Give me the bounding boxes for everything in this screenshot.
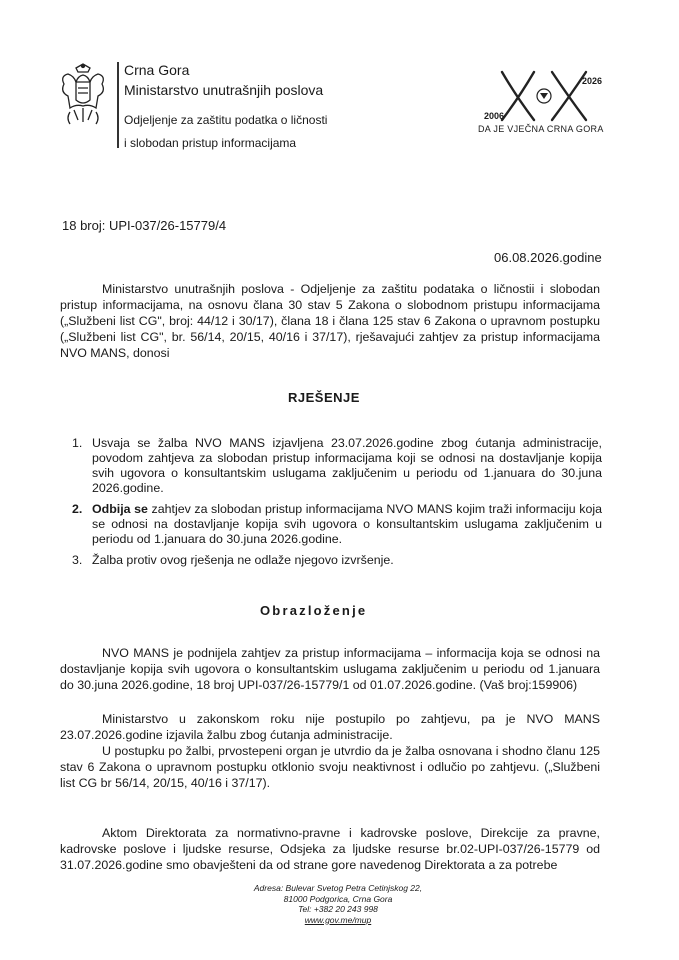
letterhead-department-cont: i slobodan pristup informacijama — [124, 136, 297, 150]
letterhead-ministry: Ministarstvo unutrašnjih poslova — [124, 82, 324, 98]
reasoning-paragraph: Aktom Direktorata za normativno-pravne i kadrovske poslove, Direkcije za pravne, kadrovske poslove i ljudske resurse, Odsjeka za ljudske resurse br.02-UPI-037/26-15779 od 31.07.2026.godine smo obavješteni da od strane gore navedenog Direktorata a za potrebe — [60, 826, 600, 872]
footer-address: Adresa: Bulevar Svetog Petra Cetinjskog 22, — [253, 883, 423, 893]
document-date: 06.08.2026.godine — [494, 250, 602, 265]
intro-paragraph: Ministarstvo unutrašnjih poslova - Odjeljenje za zaštitu podataka o ličnostii i slobodan pristup informacijama, na osnovu člana 30 stav 5 Zakona o slobodnom pristupu informacijama („Službeni list CG", broj: 44/12 i 30/17), člana 18 i člana 125 stav 6 Zakona o upravnom postupku („Službeni list CG", br. 56/14, 20/15, 40/16 i 37/17), rješavajući zahtjev za pristup informacijama NVO MANS, donosi — [60, 282, 600, 360]
logo-year-right: 2026 — [582, 76, 603, 86]
reasoning-title: Obrazloženje — [260, 603, 368, 618]
footer-website-link[interactable]: www.gov.me/mup — [304, 914, 372, 925]
footer-phone: Tel: +382 20 243 998 — [298, 904, 378, 914]
decision-item-lead: Odbija se — [92, 502, 148, 516]
decision-item-text: zahtjev za slobodan pristup informacijama NVO MANS kojim traži informaciju koja se odnosi na dostavljanje kopija svih ugovora o konsultantskim uslugama zaključenim u periodu od 1.januara do 30.juna 2026.godine. — [92, 502, 602, 546]
letterhead-divider — [117, 62, 119, 148]
decision-item: Usvaja se žalba NVO MANS izjavljena 23.07.2026.godine zbog ćutanja administracije, povodom zahtjeva za slobodan pristup informacijama koji se odnosi na dostavljanje kopija svih ugovora o konsultantskim uslugama zaključenim u periodu od 1.januara do 30.juna 2026.godine. — [92, 436, 602, 495]
anniversary-xx-logo — [490, 66, 603, 126]
reasoning-paragraph: U postupku po žalbi, prvostepeni organ je utvrdio da je žalba osnovana i shodno članu 125 stav 6 Zakona o upravnom postupku otklonio svoju neaktivnost i odlučio po zahtjevu. („Službeni list CG br 56/14, 20/15, 40/16 i 37/17). — [60, 744, 600, 790]
logo-tagline: DA JE VJEČNA CRNA GORA — [478, 124, 604, 134]
decision-item-number: 2. — [72, 502, 83, 516]
decision-item-number: 1. — [72, 436, 83, 450]
decision-item — [92, 502, 602, 547]
letterhead-department: Odjeljenje za zaštitu podatka o ličnosti — [124, 113, 328, 127]
letterhead-country: Crna Gora — [124, 62, 190, 78]
reasoning-paragraph: Ministarstvo u zakonskom roku nije postupilo po zahtjevu, pa je NVO MANS 23.07.2026.godine izjavila žalbu zbog ćutanja administracije. — [60, 712, 600, 742]
footer-address-block — [238, 883, 438, 925]
decision-item: Žalba protiv ovog rješenja ne odlaže njegovo izvršenje. — [92, 553, 394, 567]
document-reference: 18 broj: UPI-037/26-15779/4 — [62, 218, 227, 233]
coat-of-arms-icon — [56, 62, 110, 128]
decision-item-number: 3. — [72, 553, 83, 567]
reasoning-paragraph: NVO MANS je podnijela zahtjev za pristup informacijama – informacija koja se odnosi na dostavljanje kopija svih ugovora o konsultantskim uslugama zaključenim u periodu od 1.januara do 30.juna 2026.godine, 18 broj UPI-037/26-15779/1 od 01.07.2026.godine. (Vaš broj:159906) — [60, 646, 600, 692]
logo-year-left: 2006 — [484, 111, 505, 121]
decision-title: RJEŠENJE — [288, 390, 360, 405]
footer-city: 81000 Podgorica, Crna Gora — [283, 893, 393, 904]
